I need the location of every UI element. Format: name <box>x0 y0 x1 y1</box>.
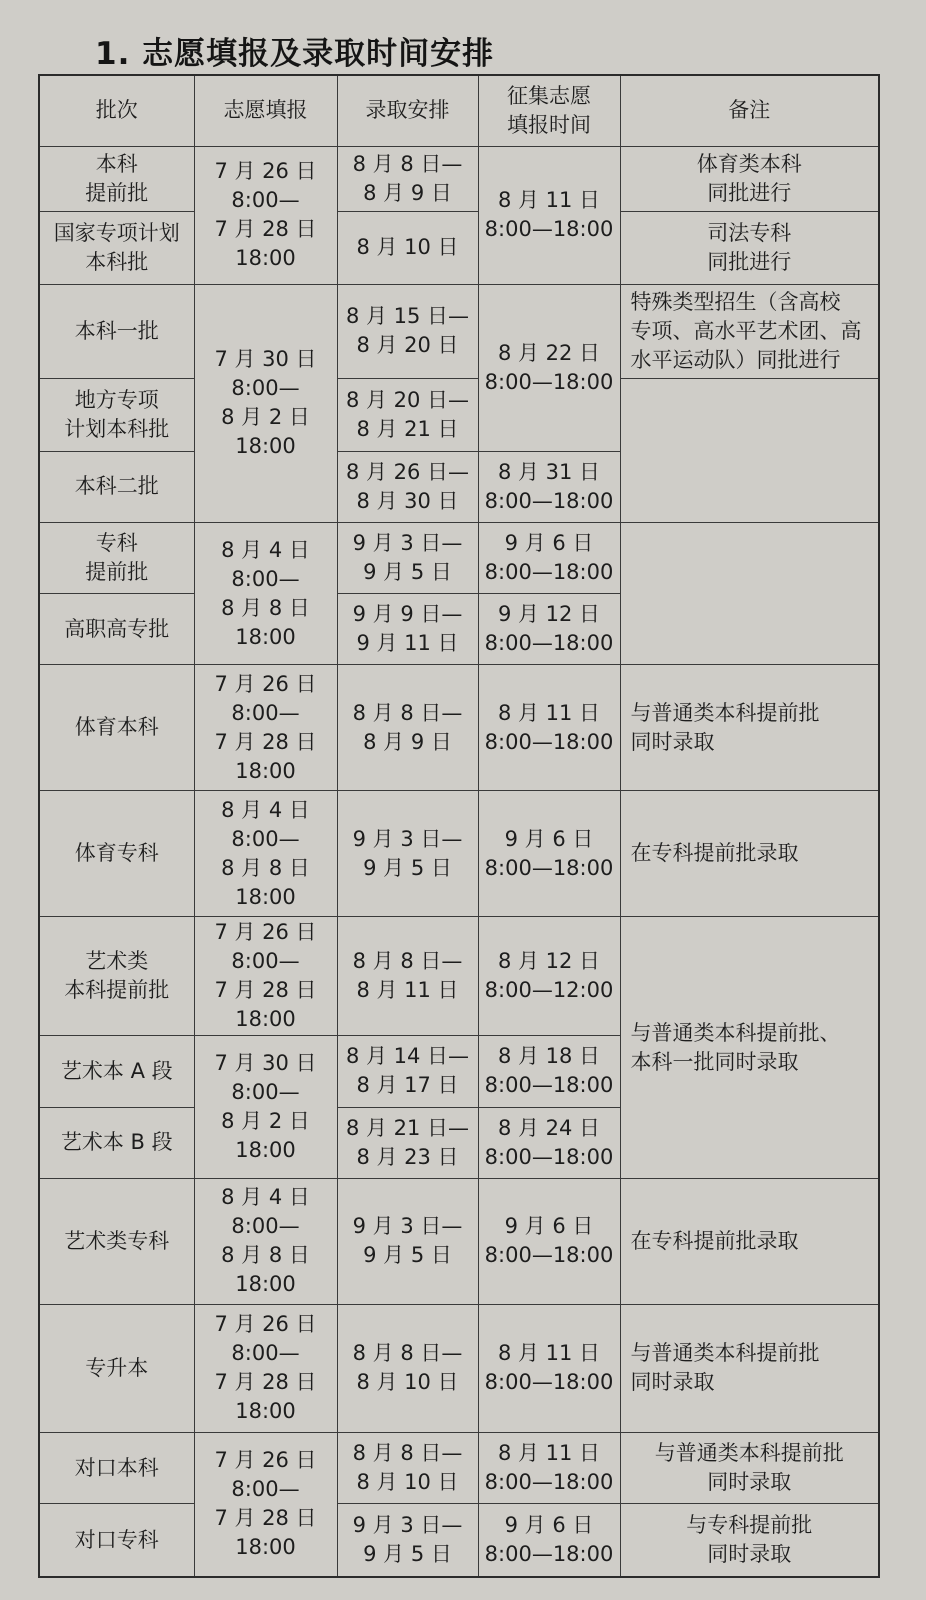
note-cell: 与普通类本科提前批 同时录取 <box>620 665 879 791</box>
batch-cell: 地方专项 计划本科批 <box>39 378 194 451</box>
collect-cell: 8 月 24 日 8:00—18:00 <box>478 1107 620 1178</box>
collect-cell: 8 月 12 日 8:00—12:00 <box>478 917 620 1036</box>
admit-cell: 8 月 8 日— 8 月 11 日 <box>337 917 478 1036</box>
note-cell: 特殊类型招生（含高校 专项、高水平艺术团、高 水平运动队）同批进行 <box>620 284 879 378</box>
admit-cell: 8 月 20 日— 8 月 21 日 <box>337 378 478 451</box>
fill-cell: 7 月 26 日 8:00— 7 月 28 日 18:00 <box>194 146 337 284</box>
collect-cell: 8 月 11 日 8:00—18:00 <box>478 146 620 284</box>
batch-cell: 专科 提前批 <box>39 522 194 593</box>
table-row <box>39 284 879 378</box>
collect-cell: 8 月 22 日 8:00—18:00 <box>478 284 620 451</box>
admit-cell: 8 月 10 日 <box>337 211 478 284</box>
fill-cell: 8 月 4 日 8:00— 8 月 8 日 18:00 <box>194 1178 337 1304</box>
collect-cell: 8 月 18 日 8:00—18:00 <box>478 1036 620 1107</box>
table-row <box>39 211 879 284</box>
collect-cell: 8 月 11 日 8:00—18:00 <box>478 665 620 791</box>
admit-cell: 9 月 9 日— 9 月 11 日 <box>337 594 478 665</box>
fill-cell: 7 月 30 日 8:00— 8 月 2 日 18:00 <box>194 284 337 522</box>
admit-cell: 8 月 8 日— 8 月 9 日 <box>337 665 478 791</box>
note-cell: 体育类本科 同批进行 <box>620 146 879 211</box>
fill-cell: 8 月 4 日 8:00— 8 月 8 日 18:00 <box>194 522 337 664</box>
batch-cell: 高职高专批 <box>39 594 194 665</box>
header-note: 备注 <box>620 75 879 146</box>
fill-cell: 7 月 26 日 8:00— 7 月 28 日 18:00 <box>194 1304 337 1432</box>
section-title: 1. 志愿填报及录取时间安排 <box>95 36 495 72</box>
collect-cell: 9 月 6 日 8:00—18:00 <box>478 1504 620 1577</box>
table-row <box>39 1432 879 1503</box>
batch-cell: 国家专项计划 本科批 <box>39 211 194 284</box>
note-cell <box>620 378 879 522</box>
batch-cell: 艺术本 B 段 <box>39 1107 194 1178</box>
header-collect: 征集志愿 填报时间 <box>478 75 620 146</box>
collect-cell: 8 月 11 日 8:00—18:00 <box>478 1304 620 1432</box>
collect-cell: 8 月 31 日 8:00—18:00 <box>478 451 620 522</box>
batch-cell: 对口专科 <box>39 1504 194 1577</box>
schedule-table <box>38 74 880 1578</box>
table-row <box>39 665 879 791</box>
note-cell: 与专科提前批 同时录取 <box>620 1504 879 1577</box>
batch-cell: 本科 提前批 <box>39 146 194 211</box>
collect-cell: 9 月 6 日 8:00—18:00 <box>478 522 620 593</box>
admit-cell: 8 月 8 日— 8 月 10 日 <box>337 1304 478 1432</box>
table-row <box>39 1178 879 1304</box>
collect-cell: 8 月 11 日 8:00—18:00 <box>478 1432 620 1503</box>
batch-cell: 本科二批 <box>39 451 194 522</box>
collect-cell: 9 月 6 日 8:00—18:00 <box>478 1178 620 1304</box>
table-row <box>39 146 879 211</box>
note-cell: 与普通类本科提前批 同时录取 <box>620 1432 879 1503</box>
table-row <box>39 378 879 451</box>
batch-cell: 对口本科 <box>39 1432 194 1503</box>
fill-cell: 7 月 26 日 8:00— 7 月 28 日 18:00 <box>194 917 337 1036</box>
note-cell: 与普通类本科提前批、 本科一批同时录取 <box>620 917 879 1178</box>
batch-cell: 体育专科 <box>39 791 194 917</box>
fill-cell: 7 月 30 日 8:00— 8 月 2 日 18:00 <box>194 1036 337 1178</box>
collect-cell: 9 月 6 日 8:00—18:00 <box>478 791 620 917</box>
admit-cell: 8 月 26 日— 8 月 30 日 <box>337 451 478 522</box>
fill-cell: 8 月 4 日 8:00— 8 月 8 日 18:00 <box>194 791 337 917</box>
collect-cell: 9 月 12 日 8:00—18:00 <box>478 594 620 665</box>
admit-cell: 8 月 8 日— 8 月 10 日 <box>337 1432 478 1503</box>
admit-cell: 8 月 8 日— 8 月 9 日 <box>337 146 478 211</box>
note-cell: 与普通类本科提前批 同时录取 <box>620 1304 879 1432</box>
admit-cell: 9 月 3 日— 9 月 5 日 <box>337 1178 478 1304</box>
table-row <box>39 917 879 1036</box>
note-cell <box>620 522 879 664</box>
admit-cell: 8 月 14 日— 8 月 17 日 <box>337 1036 478 1107</box>
admit-cell: 9 月 3 日— 9 月 5 日 <box>337 522 478 593</box>
batch-cell: 艺术类专科 <box>39 1178 194 1304</box>
fill-cell: 7 月 26 日 8:00— 7 月 28 日 18:00 <box>194 665 337 791</box>
batch-cell: 体育本科 <box>39 665 194 791</box>
batch-cell: 艺术本 A 段 <box>39 1036 194 1107</box>
table-row <box>39 522 879 593</box>
note-cell: 在专科提前批录取 <box>620 1178 879 1304</box>
table-row <box>39 791 879 917</box>
note-cell: 在专科提前批录取 <box>620 791 879 917</box>
admit-cell: 9 月 3 日— 9 月 5 日 <box>337 791 478 917</box>
batch-cell: 本科一批 <box>39 284 194 378</box>
batch-cell: 专升本 <box>39 1304 194 1432</box>
note-cell: 司法专科 同批进行 <box>620 211 879 284</box>
admit-cell: 9 月 3 日— 9 月 5 日 <box>337 1504 478 1577</box>
header-batch: 批次 <box>39 75 194 146</box>
admit-cell: 8 月 15 日— 8 月 20 日 <box>337 284 478 378</box>
header-row <box>39 75 879 146</box>
header-fill: 志愿填报 <box>194 75 337 146</box>
table-row <box>39 1304 879 1432</box>
batch-cell: 艺术类 本科提前批 <box>39 917 194 1036</box>
admit-cell: 8 月 21 日— 8 月 23 日 <box>337 1107 478 1178</box>
fill-cell: 7 月 26 日 8:00— 7 月 28 日 18:00 <box>194 1432 337 1577</box>
header-admit: 录取安排 <box>337 75 478 146</box>
table-row <box>39 1504 879 1577</box>
